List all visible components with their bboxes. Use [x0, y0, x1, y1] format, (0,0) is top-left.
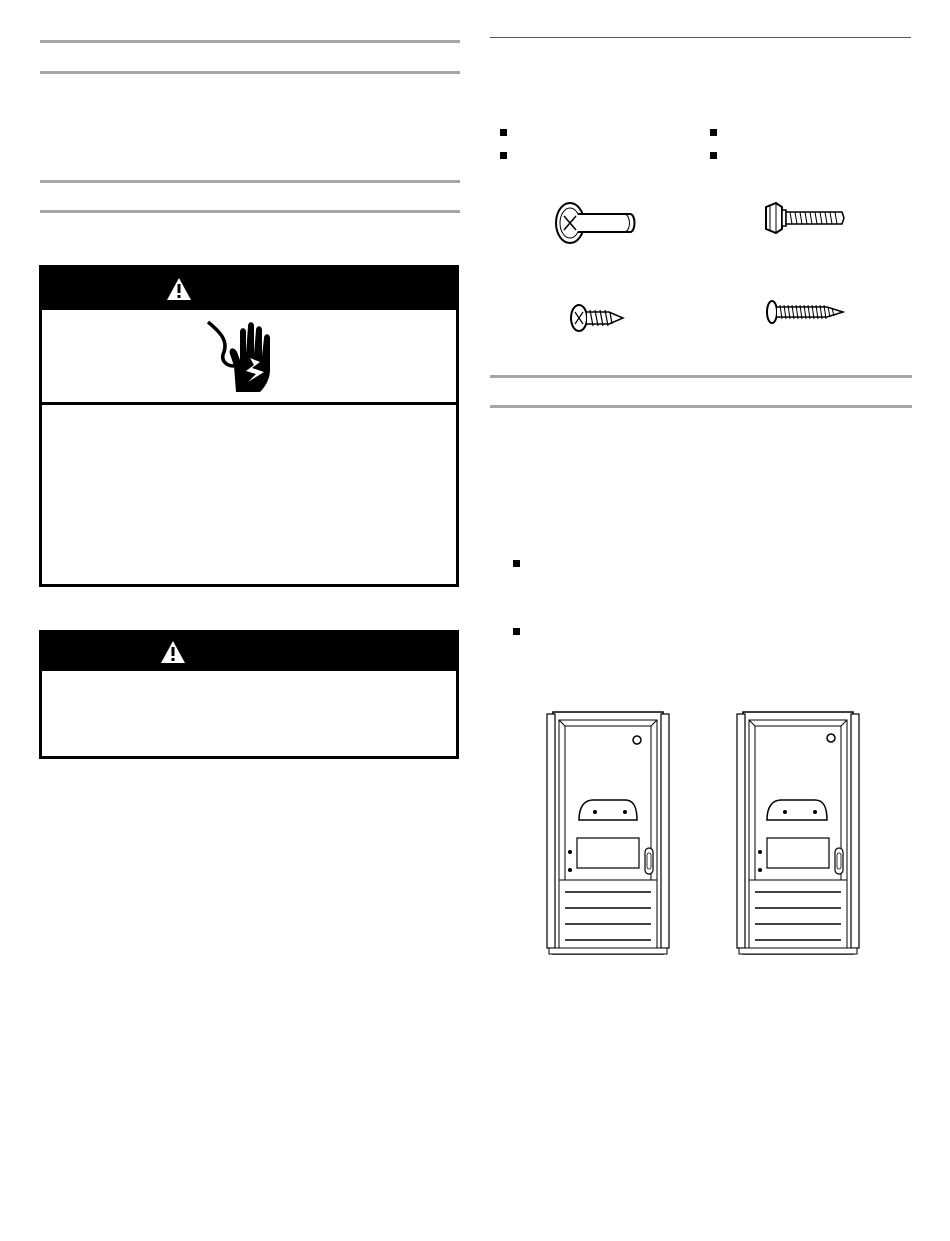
section-rule-3-bottom — [490, 405, 912, 408]
list-bullet — [710, 129, 717, 136]
list-bullet — [710, 152, 717, 159]
list-bullet — [500, 152, 507, 159]
list-bullet — [513, 560, 520, 567]
right-column-top-rule — [490, 37, 911, 38]
section-rule-2-bottom — [40, 210, 460, 213]
hex-head-bolt-icon — [762, 201, 847, 235]
warning-triangle-icon — [166, 277, 192, 301]
shoulder-bolt-icon — [550, 198, 640, 248]
cabinet-back-right-icon — [735, 710, 861, 956]
warning-header-bar — [42, 268, 456, 310]
electrical-warning-box — [39, 265, 459, 587]
list-bullet — [513, 628, 520, 635]
section-rule-1-top — [40, 40, 460, 43]
caution-warning-box — [39, 630, 459, 759]
warning-divider — [42, 402, 456, 405]
long-wood-screw-icon — [765, 298, 847, 326]
list-bullet — [500, 129, 507, 136]
warning-triangle-icon — [160, 640, 186, 664]
pan-head-screw-icon — [567, 300, 627, 336]
electrical-shock-hand-icon — [200, 314, 290, 394]
section-rule-1-bottom — [40, 71, 460, 74]
section-rule-2-top — [40, 180, 460, 183]
cabinet-back-left-icon — [545, 710, 671, 956]
warning-header-bar — [42, 633, 456, 671]
section-rule-3-top — [490, 375, 912, 378]
